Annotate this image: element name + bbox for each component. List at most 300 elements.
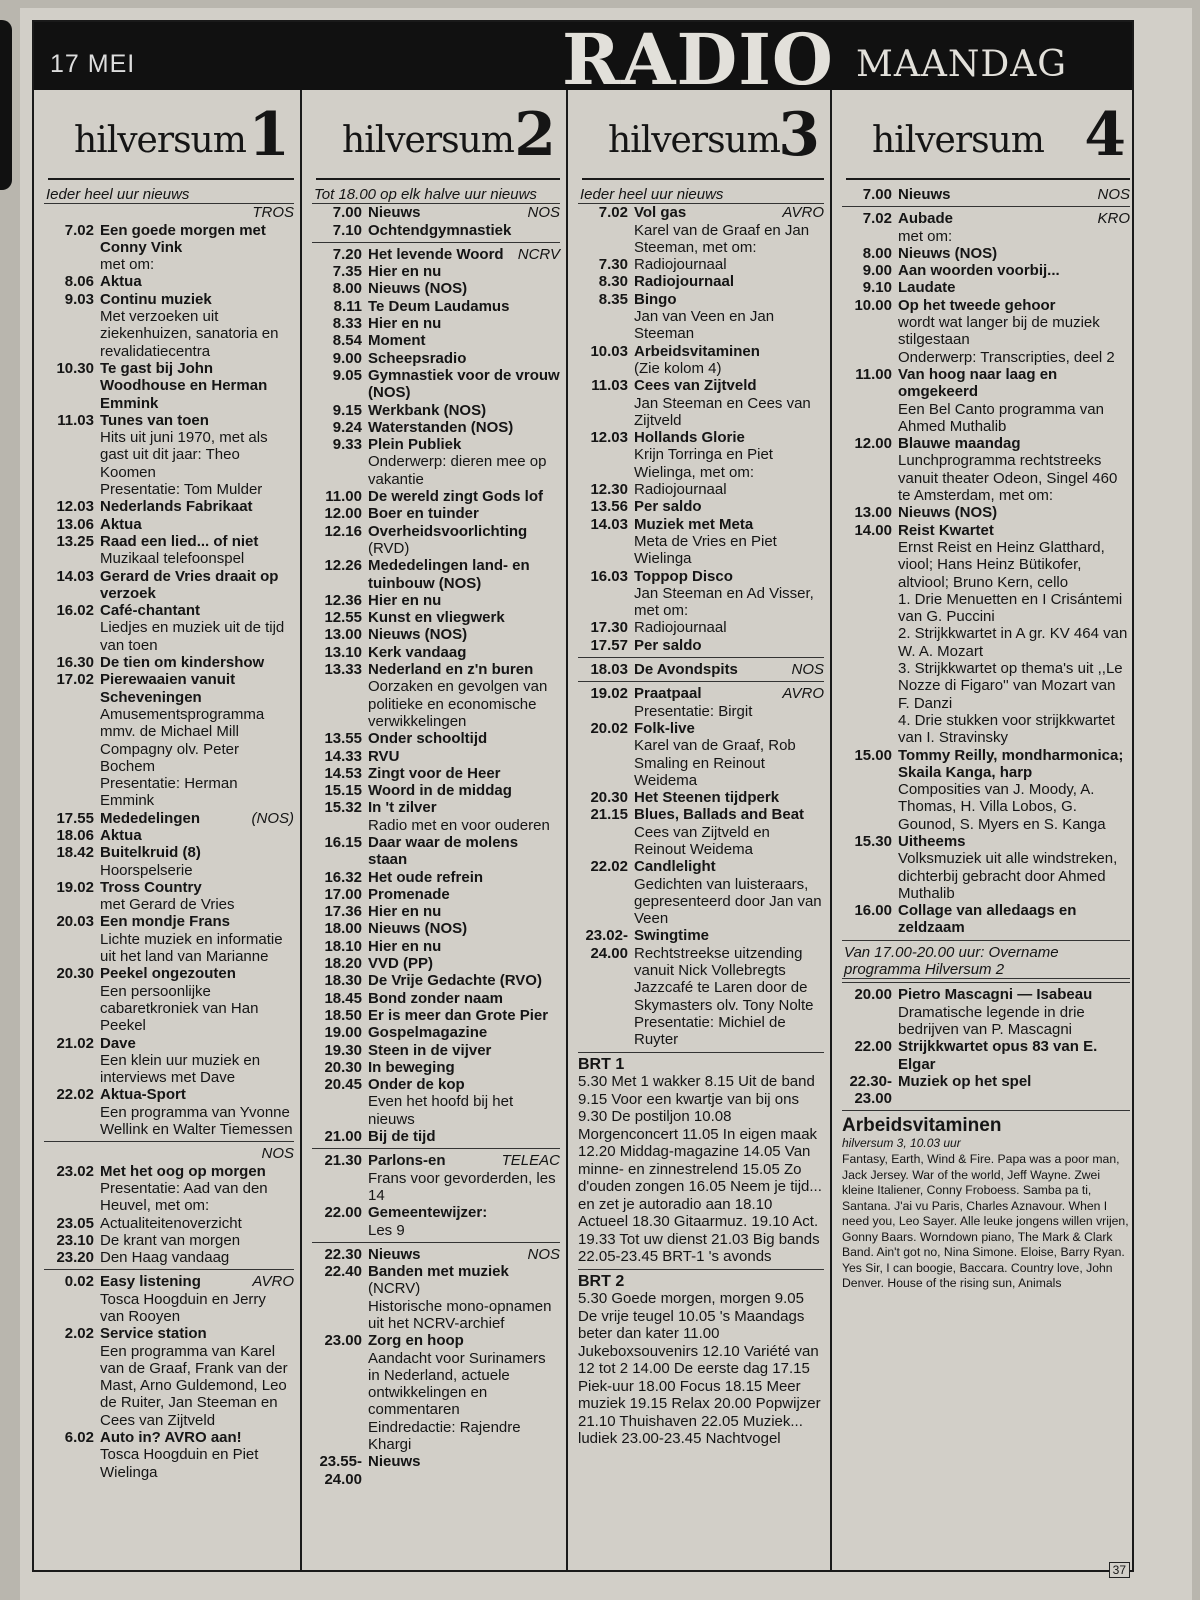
program-info [100,1086,294,1138]
program-time: 20.30 [590,789,628,807]
broadcaster-label: (NOS) [251,809,294,827]
program-info [634,256,824,273]
program-title: Raad een lied... of niet [100,532,259,550]
program-title: Te Deum Laudamus [368,297,510,315]
program-info [368,869,560,886]
program-time: 12.26 [324,557,362,575]
program-title: Scheepsradio [368,349,467,367]
news-note: Ieder heel uur nieuws [44,186,294,204]
station-number: 2 [514,100,556,170]
program-title: Collage van alledaags en zeldzaam [898,902,1077,937]
divider [578,1052,824,1053]
program-time: 23.20 [56,1249,94,1267]
program-info [368,419,560,436]
program-info [368,903,560,920]
program-description: Met verzoeken uit ziekenhuizen, sanatoria en revalidatiecentra [100,308,279,360]
brt-heading: BRT 1 [578,1055,625,1073]
program-entry [842,747,1130,833]
brt-heading: BRT 2 [578,1272,625,1290]
program-description: Presentatie: Birgit [634,702,753,720]
program-time: 8.06 [64,273,94,291]
program-entry [44,1325,294,1429]
program-info [898,986,1130,1038]
program-info [368,799,560,834]
program-description: 2. Strijkkwartet in A gr. KV 464 van W. A. Mozart [898,625,1128,660]
program-time: 16.32 [324,868,362,886]
program-time: 14.53 [324,764,362,782]
program-entry [44,827,294,844]
program-title: Nieuws [368,1453,421,1471]
program-title: In beweging [368,1058,455,1076]
program-entry [44,1215,294,1232]
program-info [368,1152,560,1204]
program-title: Bij de tijd [368,1128,436,1146]
program-info [634,291,824,343]
program-subitem: Den Haag vandaag [100,1249,230,1267]
program-entry [312,1024,560,1041]
divider [44,1269,294,1270]
program-entry [44,965,294,1034]
program-entry [312,350,560,367]
program-info [100,965,294,1034]
program-description: Rechtstreekse uitzending vanuit Nick Vollebregts Jazzcafé te Laren door de Skymasters olv. Tony Nolte [634,944,814,1014]
program-entry [312,1332,560,1453]
program-entry [44,602,294,654]
program-info [368,626,560,643]
program-title: Swingtime [634,927,710,945]
program-info [368,730,560,747]
program-info [368,1042,560,1059]
program-entry [842,366,1130,435]
station-number: 3 [778,100,820,170]
broadcaster-label: NCRV [517,245,560,263]
program-info [368,592,560,609]
program-title: Werkbank (NOS) [368,401,487,419]
takeover-note: Van 17.00-20.00 uur: Overname programma Hilversum 2 [842,944,1130,980]
program-time: 0.02 [64,1273,94,1291]
program-entry [842,435,1130,504]
program-entry [842,262,1130,279]
program-entry [578,685,824,720]
program-description: Presentatie: Aad van den Heuvel, met om: [100,1179,268,1215]
program-description: Presentatie: Michiel de Ruyter [634,1013,786,1049]
program-entry [44,844,294,879]
program-info [368,280,560,297]
program-info [100,810,294,827]
program-entry [312,609,560,626]
program-entry [312,782,560,799]
station-name: hilversum [74,120,246,161]
program-info [898,297,1130,366]
program-title: Blauwe maandag [898,435,1021,453]
program-description: Hits uit juni 1970, met als gast uit dit jaar: Theo Koomen [100,429,268,481]
program-title: Het oude refrein [368,868,484,886]
program-time: 15.00 [854,746,892,764]
program-entry [312,332,560,349]
program-description: Een programma van Yvonne Wellink en Walter Tiemessen [100,1103,293,1139]
program-title: Daar waar de molens staan [368,833,519,869]
program-entry [312,367,560,402]
program-time: 9.00 [332,349,362,367]
program-entry [578,516,824,568]
program-time: 15.30 [854,832,892,850]
program-title: Ochtendgymnastiek [368,221,512,239]
program-entry [312,505,560,522]
program-entry [44,516,294,533]
program-time: 13.06 [56,515,94,533]
program-time: 18.06 [56,826,94,844]
program-entry [578,498,824,515]
program-description: Radio met en voor ouderen [368,816,550,834]
broadcaster-label: AVRO [252,1273,294,1291]
program-time: 2.02 [64,1325,94,1343]
program-description: Frans voor gevorderden, les 14 [368,1169,556,1204]
program-title: Nederland en z'n buren [368,661,534,679]
program-time: 11.00 [855,365,892,383]
program-title: Hier en nu [368,263,442,281]
program-info [368,402,560,419]
program-time: 18.45 [324,989,362,1007]
program-info [368,1059,560,1076]
program-description: met Gerard de Vries [100,896,235,914]
program-title: Mededelingen land- en tuinbouw (NOS) [368,557,530,592]
program-title: Pierewaaien vanuit Scheveningen [100,671,236,706]
program-info [368,661,560,730]
program-description: Muzikaal telefoonspel [100,550,245,568]
program-time: 19.02 [590,685,628,703]
program-title: De tien om kindershow [100,654,265,672]
program-entry [312,869,560,886]
program-title: Nieuws (NOS) [368,626,468,644]
program-description: Liedjes en muziek uit de tijd van toen [100,619,285,654]
program-title: Het Steenen tijdperk [634,789,780,807]
date-label: 17 MEI [50,50,136,78]
station-name: hilversum [342,120,514,161]
program-entry [578,789,824,806]
program-entry [578,377,824,429]
program-entry [312,315,560,332]
program-entry [44,654,294,671]
program-entry [44,360,294,412]
program-description: Composities van J. Moody, A. Thomas, H. Villa Lobos, G. Gounod, S. Myers en S. Kanga [898,781,1106,833]
program-time: 7.00 [862,186,892,203]
program-description: Lichte muziek en informatie uit het land van Marianne [100,930,283,966]
program-subitem: Radiojournaal [634,256,727,274]
program-description: Ernst Reist en Heinz Glatthard, viool; Hans Heinz Bütikofer, altviool; Bruno Kern, cello [898,538,1105,591]
divider [578,681,824,682]
program-entry [44,498,294,515]
program-info [898,279,1130,296]
program-entry [312,1007,560,1024]
program-description: Tosca Hoogduin en Piet Wielinga [100,1446,259,1481]
program-description: Amusementsprogramma mmv. de Michael Mill Compagny olv. Peter Bochem [100,705,265,775]
station-number: 1 [248,100,290,170]
divider [312,1242,560,1243]
program-time: 8.00 [332,280,362,298]
schedule-list [568,186,830,1448]
program-title: Dave [100,1034,136,1052]
program-entry [842,297,1130,366]
program-time: 13.00 [854,504,892,522]
program-entry [312,1128,560,1145]
station-header [48,90,294,180]
program-info [100,1325,294,1429]
program-entry [44,533,294,568]
program-time: 8.30 [598,273,628,291]
program-title: Gospelmagazine [368,1024,488,1042]
program-time: 12.03 [56,498,94,516]
program-time: 9.10 [862,279,892,297]
program-entry [842,210,1130,245]
program-info [634,789,824,806]
program-entry [312,222,560,239]
program-time: 18.30 [324,972,362,990]
program-info [368,488,560,505]
program-time: 11.03 [591,377,628,395]
program-title: Reist Kwartet [898,521,994,539]
program-info [100,913,294,965]
program-entry [312,920,560,937]
program-info [368,938,560,955]
program-title: Parlons-en [368,1152,446,1170]
program-info [634,619,824,636]
program-title: Hollands Glorie [634,429,745,447]
program-entry [44,810,294,827]
program-info [368,1204,560,1239]
program-info [100,1249,294,1266]
program-entry [312,419,560,436]
magazine-page [20,8,1192,1600]
program-entry [312,1204,560,1239]
program-time: 8.11 [333,297,362,315]
brt-schedule [578,1056,824,1266]
program-time: 16.00 [854,902,892,920]
program-entry [578,481,824,498]
program-time: 17.02 [56,671,94,689]
program-entry [578,204,824,256]
program-info [368,1453,560,1488]
program-title: Arbeidsvitaminen [634,342,760,360]
program-info [368,367,560,402]
program-info [898,1038,1130,1073]
program-title: Folk-live [634,719,695,737]
program-entry [842,986,1130,1038]
program-info [100,1215,294,1232]
program-info [368,609,560,626]
program-entry [578,858,824,927]
program-entry [312,644,560,661]
program-time: 23.05 [56,1214,94,1232]
program-entry [578,256,824,273]
program-entry [312,1076,560,1128]
program-time: 18.03 [590,661,628,679]
program-title: Kunst en vliegwerk [368,609,505,627]
program-time: 7.00 [332,204,362,222]
divider [312,242,560,243]
program-info [898,833,1130,902]
program-info [368,222,560,239]
program-title: Er is meer dan Grote Pier [368,1006,549,1024]
program-time: 12.03 [590,429,628,447]
program-time: 7.02 [598,204,628,222]
station-column-2 [302,90,568,1570]
program-description: met om: [898,227,953,245]
program-entry [312,799,560,834]
program-info [898,435,1130,504]
program-entry [578,568,824,620]
program-time: 17.57 [590,636,628,654]
program-subitem: Actualiteitenoverzicht [100,1214,242,1232]
program-description: Jan van Veen en Jan Steeman [634,308,775,343]
program-entry [312,1246,560,1263]
program-entry [578,637,824,654]
program-description: (NCRV) [368,1280,421,1298]
program-subitem: De krant van morgen [100,1231,241,1249]
program-entry [312,990,560,1007]
program-time: 11.03 [57,411,94,429]
program-info [368,765,560,782]
program-entry [312,730,560,747]
program-title: Nieuws (NOS) [898,504,998,522]
program-entry [44,1232,294,1249]
program-info [100,671,294,809]
program-title: Nieuws [898,186,951,203]
divider [842,1110,1130,1111]
program-entry [312,204,560,221]
program-time: 17.30 [590,619,628,637]
program-time: 12.55 [324,609,362,627]
station-column-3 [568,90,832,1570]
broadcaster-label: NOS [527,1245,560,1263]
playlist-text: Fantasy, Earth, Wind & Fire. Papa was a poor man, Jack Jersey. War of the world, Jeff Wayne. Zwei kleine Italiener, Conny Froboess. Samba pa ti, Santana. J'ai vu Paris, Charles Aznavour. When I need you, Leo Sayer. Alle leuke jongens willen vrijen, Gonny Baars. Worndown piano, The Mark & Clark Band. Ain't got no, Nina Simone. Eloise, Barry Ryan. Yes Sir, I can boogie, Baccara. Country love, John Denver. House of the rising sun, Animals [842,1152,1129,1291]
program-title: Hier en nu [368,903,442,921]
brt-schedule [578,1273,824,1448]
program-description: Eindredactie: Rajendre Khargi [368,1418,521,1454]
divider [578,657,824,658]
program-description: Cees van Zijtveld en Reinout Weidema [634,823,770,858]
program-entry [312,1453,560,1488]
program-time: 8.35 [598,290,628,308]
program-entry [312,748,560,765]
program-time: 20.03 [56,913,94,931]
program-time: 7.02 [862,210,892,228]
program-entry [312,955,560,972]
divider [44,1141,294,1142]
program-title: Gerard de Vries draait op verzoek [100,567,279,602]
program-time: 13.00 [324,626,362,644]
program-time: 9.15 [332,401,362,419]
program-time: 7.10 [332,221,362,239]
program-info [634,273,824,290]
program-info [100,602,294,654]
program-title: Een goede morgen met Conny Vink [100,221,266,256]
program-info [898,245,1130,262]
program-info [368,748,560,765]
program-title: Nederlands Fabrikaat [100,498,253,516]
program-title: Hier en nu [368,591,442,609]
program-entry [44,879,294,914]
program-entry [44,568,294,603]
station-header [582,90,824,180]
program-info [100,533,294,568]
program-info [100,654,294,671]
program-time: 23.55-24.00 [319,1453,362,1488]
program-entry [312,661,560,730]
program-entry [578,429,824,481]
broadcaster-label: KRO [1097,210,1130,228]
program-title: Strijkkwartet opus 83 van E. Elgar [898,1038,1098,1073]
program-time: 12.00 [854,435,892,453]
program-time: 16.30 [56,654,94,672]
program-entry [312,903,560,920]
program-description: Les 9 [368,1221,405,1239]
program-info [634,204,824,256]
program-entry [312,1152,560,1204]
program-time: 11.00 [325,488,362,506]
program-title: Candlelight [634,858,716,876]
program-title: Banden met muziek [368,1263,509,1281]
program-time: 21.02 [56,1034,94,1052]
program-description: Historische mono-opnamen uit het NCRV-archief [368,1297,552,1332]
program-info [634,498,824,515]
page-edge [0,20,12,190]
program-info [898,366,1130,435]
program-title: Plein Publiek [368,436,462,454]
program-info [100,1232,294,1249]
program-info [368,1024,560,1041]
station-header [846,90,1130,180]
station-name: hilversum [872,120,1044,161]
program-title: Met het oog op morgen [100,1162,266,1180]
program-title: Tommy Reilly, mondharmonica; Skaila Kanga, harp [898,746,1124,781]
broadcaster-label: NOS [261,1145,294,1163]
program-time: 7.20 [332,245,362,263]
program-info [368,204,560,221]
program-entry [44,913,294,965]
program-title: Zingt voor de Heer [368,764,501,782]
program-entry [44,1273,294,1325]
program-info [100,1163,294,1215]
program-title: Laudate [898,279,956,297]
station-number: 4 [1084,100,1126,170]
program-description: Volksmuziek uit alle windstreken, dichterbij gebracht door Ahmed Muthalib [898,850,1118,902]
program-time: 22.40 [324,1263,362,1281]
program-description: met om: [100,256,155,274]
program-entry [312,263,560,280]
program-info [368,990,560,1007]
program-entry [312,523,560,558]
program-info [634,481,824,498]
station-header [316,90,560,180]
program-info [634,343,824,378]
program-time: 16.15 [324,833,362,851]
program-time: 20.00 [854,986,892,1004]
program-info [100,291,294,360]
program-title: Onder de kop [368,1076,465,1094]
program-info [634,927,824,1048]
program-info [634,516,824,568]
program-description: Dramatische legende in drie bedrijven van P. Mascagni [898,1003,1085,1038]
program-entry [44,1249,294,1266]
program-title: Nieuws (NOS) [898,244,998,262]
program-title: Aktua-Sport [100,1086,186,1104]
brt-listing: 5.30 Goede morgen, morgen 9.05 De vrije teugel 10.05 's Maandags beter dan kater 11.00 Jukeboxsouvenirs 12.10 Variété van 12 tot 2 14.00 De eerste dag 17.15 Piek-uur 18.00 Focus 18.15 Meer muziek 19.15 Relax 20.00 Popwijzer 21.10 Thuishaven 22.05 Muziek... ludiek 23.00-23.45 Nachtvogel [578,1290,821,1448]
program-time: 7.35 [332,263,362,281]
divider [842,206,1130,207]
program-entry [312,1042,560,1059]
program-title: Het levende Woord [368,245,504,263]
program-title: Boer en tuinder [368,505,479,523]
